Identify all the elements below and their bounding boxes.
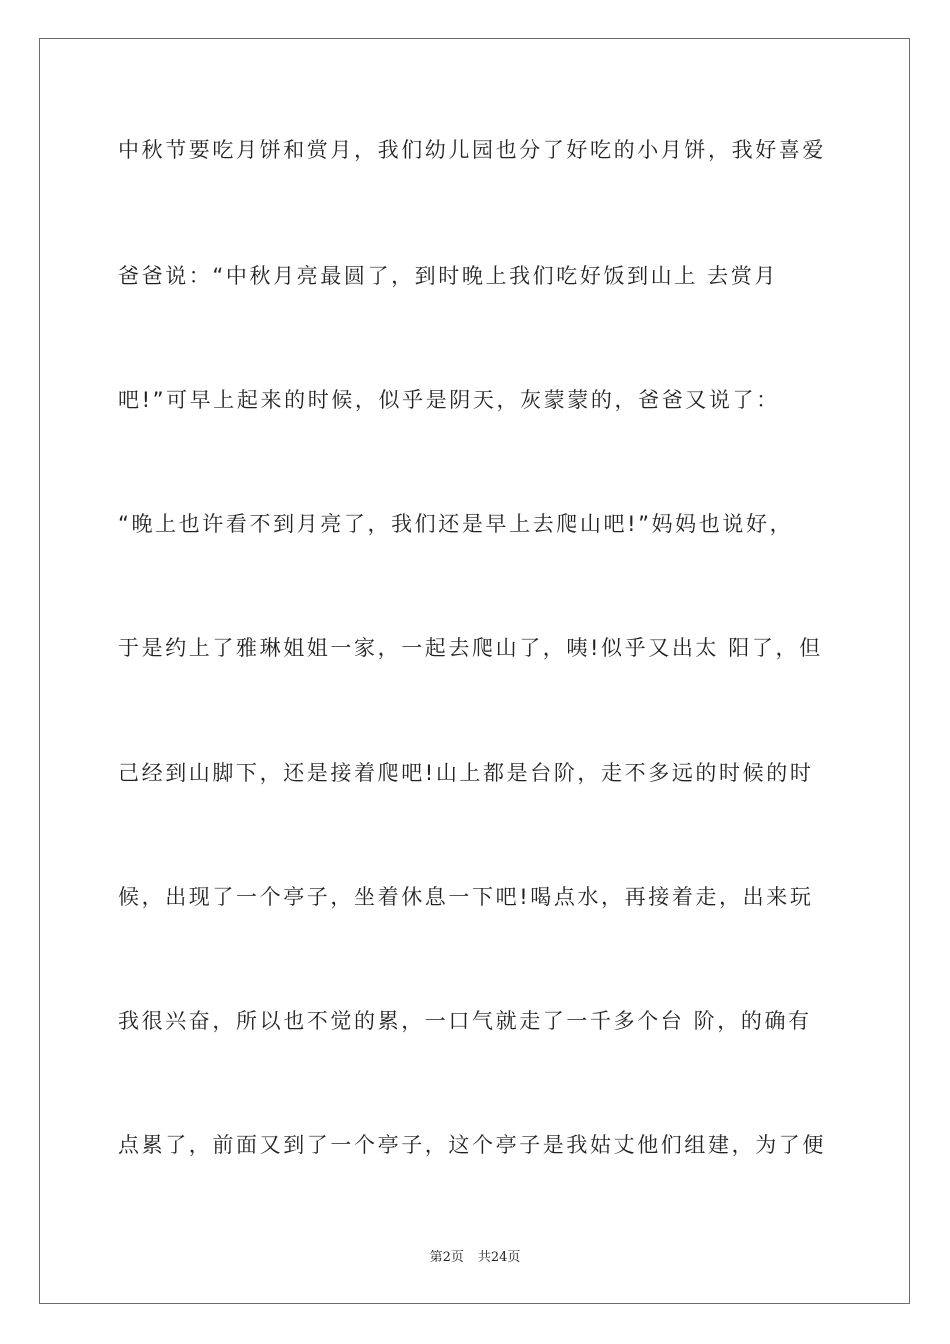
page-footer <box>0 1246 950 1265</box>
body-line-6: 己经到山脚下，还是接着爬吧!山上都是台阶，走不多远的时候的时 <box>118 761 814 785</box>
body-line-4: “晚上也许看不到月亮了，我们还是早上去爬山吧!”妈妈也说好， <box>118 512 794 536</box>
page-number: 第2页 <box>429 1250 464 1265</box>
body-line-1: 中秋节要吃月饼和赏月，我们幼儿园也分了好吃的小月饼，我好喜爱 <box>118 138 826 162</box>
body-line-2: 爸爸说：“中秋月亮最圆了，到时晚上我们吃好饭到山上 去赏月 <box>118 264 778 288</box>
body-line-3: 吧!”可早上起来的时候，似乎是阴天，灰蒙蒙的，爸爸又说了： <box>118 388 780 412</box>
body-line-7: 候，出现了一个亭子，坐着休息一下吧!喝点水，再接着走，出来玩 <box>118 885 814 909</box>
page-border <box>39 38 910 1304</box>
body-line-9: 点累了，前面又到了一个亭子，这个亭子是我姑丈他们组建，为了便 <box>118 1133 826 1157</box>
body-line-8: 我很兴奋，所以也不觉的累，一口气就走了一千多个台 阶，的确有 <box>118 1009 812 1033</box>
total-pages: 共24页 <box>477 1250 521 1265</box>
body-line-5: 于是约上了雅琳姐姐一家，一起去爬山了，咦!似乎又出太 阳了，但 <box>118 636 823 660</box>
